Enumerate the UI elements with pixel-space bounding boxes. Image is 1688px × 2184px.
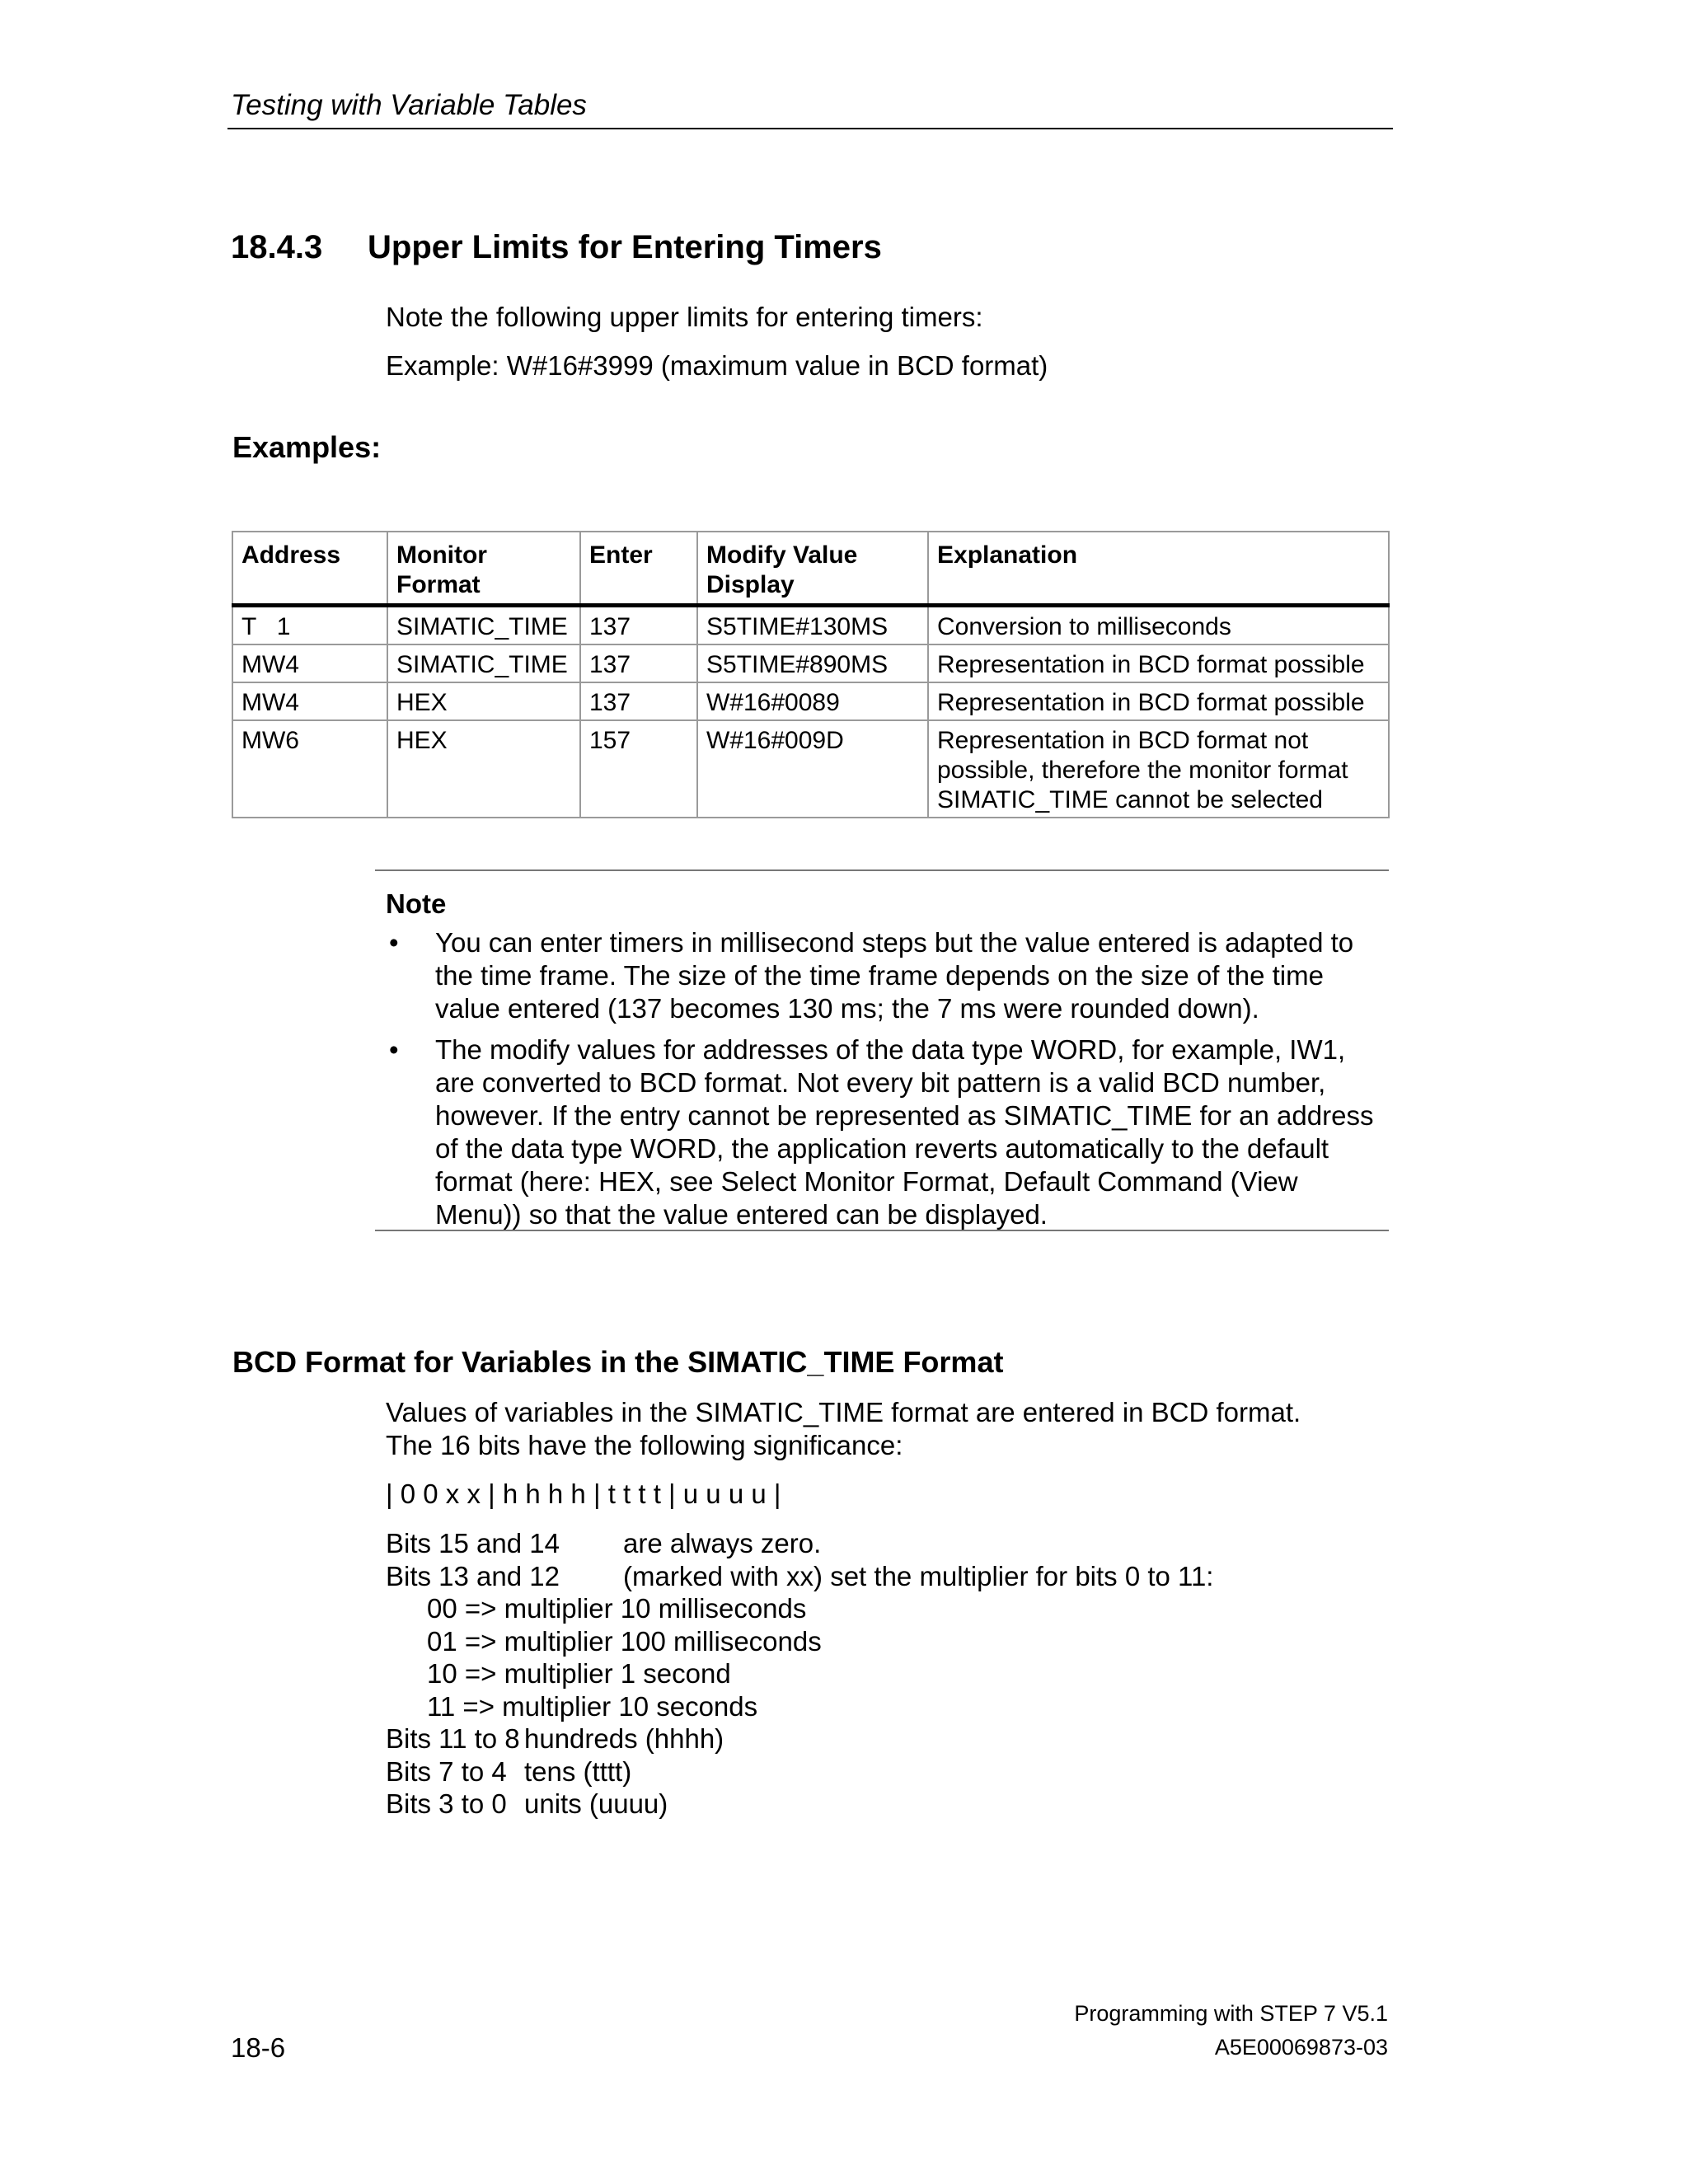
intro-line-1: Note the following upper limits for entering timers: [386, 302, 983, 332]
cell-explanation: Conversion to milliseconds [928, 606, 1389, 645]
cell-explanation: Representation in BCD format possible [928, 682, 1389, 720]
col-header-modify-value: Modify Value Display [697, 532, 928, 606]
bcd-intro: Values of variables in the SIMATIC_TIME format are entered in BCD format. The 16 bits have the following significance: [386, 1397, 1301, 1460]
footer-book-title: Programming with STEP 7 V5.1 [1074, 2001, 1388, 2026]
cell-monitor-format: SIMATIC_TIME [387, 606, 580, 645]
cell-explanation: Representation in BCD format possible [928, 644, 1389, 682]
table-row [232, 606, 1389, 645]
section-title: Upper Limits for Entering Timers [368, 229, 882, 265]
header-rule [227, 128, 1393, 129]
cell-monitor-format: HEX [387, 720, 580, 818]
footer-doc-number: A5E00069873-03 [1214, 2035, 1388, 2060]
page-number: 18-6 [231, 2032, 286, 2063]
table-row [232, 682, 1389, 720]
cell-monitor-format: SIMATIC_TIME [387, 644, 580, 682]
cell-address: T 1 [232, 606, 387, 645]
note-bottom-rule [375, 1230, 1389, 1231]
examples-table [232, 531, 1390, 818]
intro-line-2: Example: W#16#3999 (maximum value in BCD format) [386, 350, 1048, 381]
cell-modify-value: S5TIME#130MS [697, 606, 928, 645]
note-bullet-list [386, 926, 1387, 1240]
note-bullet-item: • The modify values for addresses of the data type WORD, for example, IW1, are converted to BCD format. Not every bit pattern is a valid BCD number, however. If the entry cannot be represented as SIMATIC_TIME for an address of the data type WORD, the application reverts automatically to the default format (here: HEX, see Select Monitor Format, Default Command (View Menu)) so that the value entered can be displayed. [389, 1034, 1374, 1230]
note-bullet-item: • You can enter timers in millisecond steps but the value entered is adapted to the time frame. The size of the time frame depends on the size of the time value entered (137 becomes 130 ms; the 7 ms were rounded down). [389, 927, 1354, 1024]
cell-address: MW4 [232, 644, 387, 682]
cell-address: MW4 [232, 682, 387, 720]
table-row [232, 644, 1389, 682]
bit-pattern: | 0 0 x x | h h h h | t t t t | u u u u | [386, 1479, 781, 1509]
bullet-icon: • [389, 1034, 399, 1065]
bullet-icon: • [389, 927, 399, 958]
cell-modify-value: S5TIME#890MS [697, 644, 928, 682]
table-row [232, 720, 1389, 818]
col-header-address: Address [232, 532, 387, 606]
bcd-heading: BCD Format for Variables in the SIMATIC_TIME Format [232, 1345, 1004, 1379]
table-header-row [232, 532, 1389, 606]
cell-modify-value: W#16#0089 [697, 682, 928, 720]
running-header: Testing with Variable Tables [231, 89, 587, 121]
note-title: Note [386, 888, 447, 919]
col-header-explanation: Explanation [928, 532, 1389, 606]
col-header-enter: Enter [580, 532, 697, 606]
cell-explanation: Representation in BCD format not possible, therefore the monitor format SIMATIC_TIME cannot be selected [928, 720, 1389, 818]
cell-monitor-format: HEX [387, 682, 580, 720]
cell-enter: 157 [580, 720, 697, 818]
cell-enter: 137 [580, 682, 697, 720]
cell-enter: 137 [580, 606, 697, 645]
cell-modify-value: W#16#009D [697, 720, 928, 818]
cell-enter: 137 [580, 644, 697, 682]
col-header-monitor-format: Monitor Format [387, 532, 580, 606]
note-top-rule [375, 869, 1389, 871]
cell-address: MW6 [232, 720, 387, 818]
section-number: 18.4.3 [231, 229, 323, 265]
examples-heading: Examples: [232, 430, 382, 464]
